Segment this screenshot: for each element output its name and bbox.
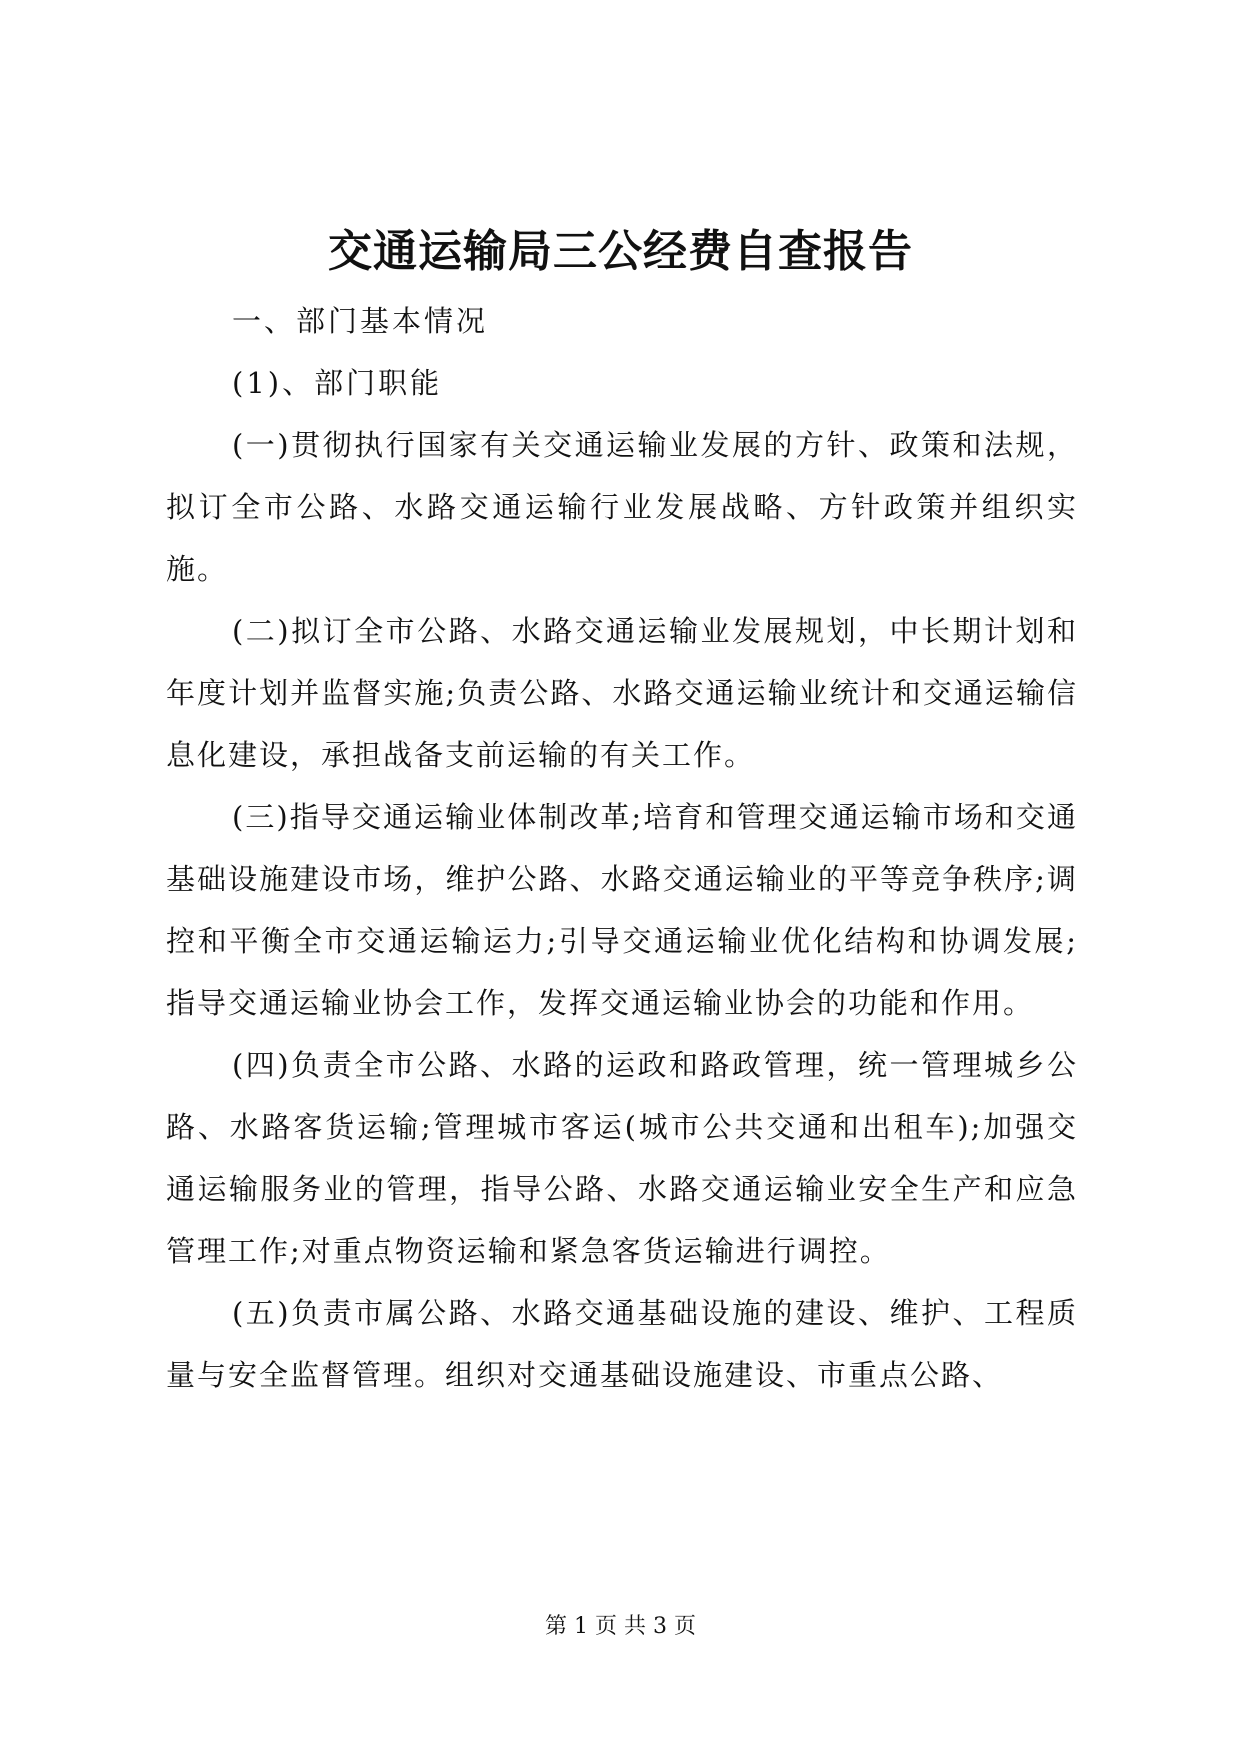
paragraph-4: (四)负责全市公路、水路的运政和路政管理，统一管理城乡公路、水路客货运输;管理城市客运(城市公共交通和出租车);加强交通运输服务业的管理，指导公路、水路交通运输业安全生产和应急管理工作;对重点物资运输和紧急客货运输进行调控。 (166, 1048, 1078, 1268)
paragraph-2: (二)拟订全市公路、水路交通运输业发展规划，中长期计划和年度计划并监督实施;负责公路、水路交通运输业统计和交通运输信息化建设，承担战备支前运输的有关工作。 (166, 614, 1078, 772)
paragraph-5: (五)负责市属公路、水路交通基础设施的建设、维护、工程质量与安全监督管理。组织对交通基础设施建设、市重点公路、 (166, 1296, 1078, 1392)
document-body (166, 290, 1078, 1406)
paragraph-3: (三)指导交通运输业体制改革;培育和管理交通运输市场和交通基础设施建设市场，维护公路、水路交通运输业的平等竞争秩序;调控和平衡全市交通运输运力;引导交通运输业优化结构和协调发展;指导交通运输业协会工作，发挥交通运输业协会的功能和作用。 (166, 800, 1078, 1020)
document-title: 交通运输局三公经费自查报告 (328, 226, 913, 277)
section-heading: 一、部门基本情况 (232, 304, 489, 338)
subsection-heading: (1)、部门职能 (232, 366, 443, 400)
page-footer: 第 1 页 共 3 页 (545, 1614, 696, 1639)
paragraph-1: (一)贯彻执行国家有关交通运输业发展的方针、政策和法规，拟订全市公路、水路交通运输行业发展战略、方针政策并组织实施。 (166, 428, 1078, 586)
